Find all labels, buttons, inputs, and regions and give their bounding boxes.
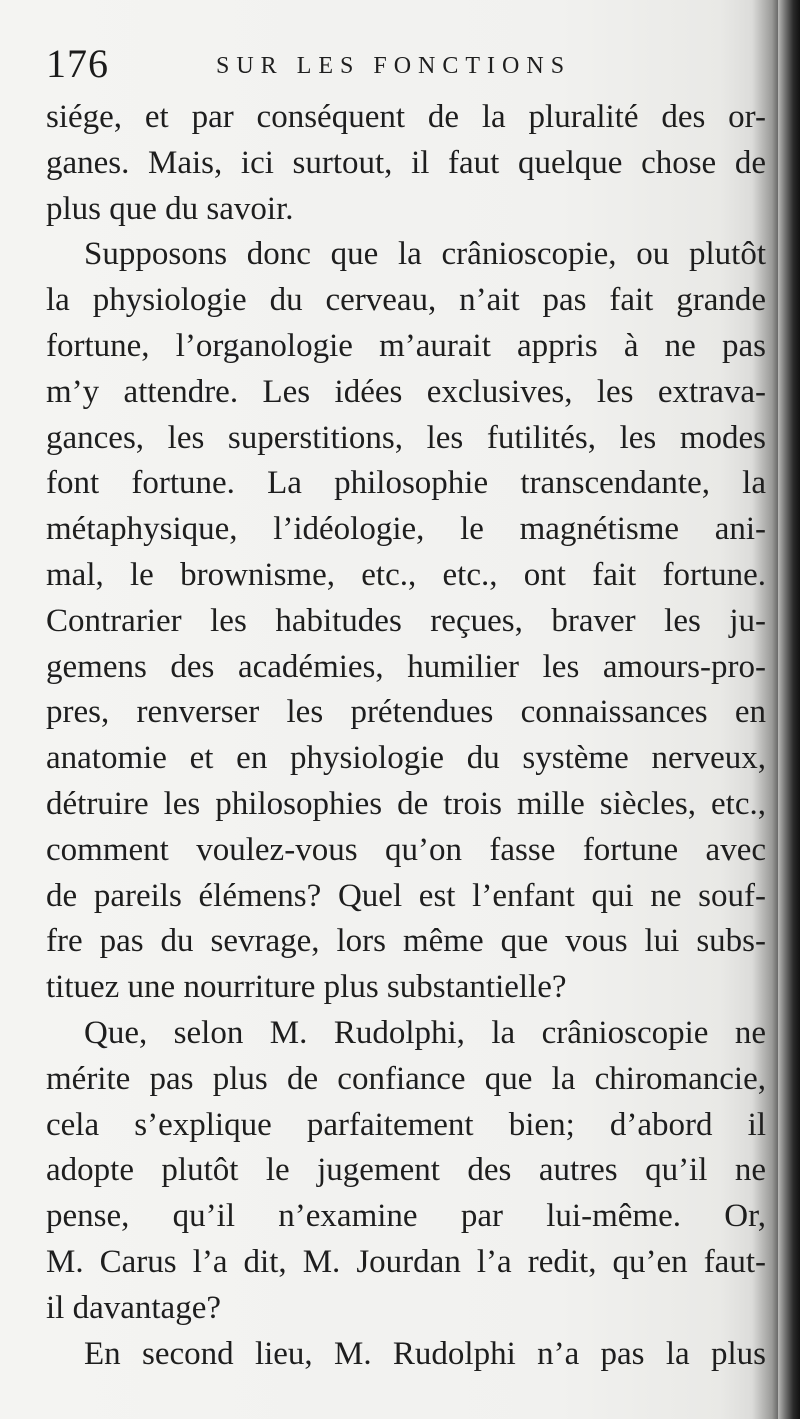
- text-line: siége, et par conséquent de la pluralité des or-: [46, 99, 766, 135]
- text-line: la physiologie du cerveau, n’ait pas fait grande: [46, 282, 766, 319]
- text-line: plus que du savoir.: [46, 190, 294, 227]
- text-line: comment voulez-vous qu’on fasse fortune avec: [46, 831, 766, 868]
- text-line: pense, qu’il n’examine par lui-même. Or,: [46, 1198, 766, 1235]
- text-line: pres, renverser les prétendues connaissances en: [46, 694, 766, 731]
- page-binding-edge: [778, 0, 800, 1419]
- text-line: anatomie et en physiologie du système nerveux,: [46, 740, 766, 777]
- text-line: métaphysique, l’idéologie, le magnétisme ani-: [46, 511, 766, 548]
- text-line: mérite pas plus de confiance que la chiromancie,: [46, 1060, 766, 1097]
- page-number: 176: [46, 41, 109, 86]
- text-line: fre pas du sevrage, lors même que vous lui subs-: [46, 923, 766, 960]
- text-line: font fortune. La philosophie transcendante, la: [46, 465, 766, 502]
- text-line: Contrarier les habitudes reçues, braver les ju-: [46, 602, 766, 639]
- text-line: adopte plutôt le jugement des autres qu’il ne: [46, 1152, 766, 1189]
- text-line: gemens des académies, humilier les amours-pro-: [46, 648, 766, 685]
- page-header: [46, 40, 766, 90]
- text-line: M. Carus l’a dit, M. Jourdan l’a redit, qu’en faut-: [46, 1243, 766, 1280]
- running-head: SUR LES FONCTIONS: [216, 53, 572, 79]
- text-line: détruire les philosophies de trois mille siècles, etc.,: [46, 785, 766, 822]
- text-line: En second lieu, M. Rudolphi n’a pas la plus: [84, 1335, 766, 1372]
- text-line: Supposons donc que la crânioscopie, ou plutôt: [84, 236, 766, 273]
- text-line: m’y attendre. Les idées exclusives, les extrava-: [46, 373, 766, 410]
- text-line: Que, selon M. Rudolphi, la crânioscopie ne: [84, 1014, 766, 1051]
- text-line: tituez une nourriture plus substantielle?: [46, 969, 567, 1006]
- text-line: mal, le brownisme, etc., etc., ont fait fortune.: [46, 556, 766, 593]
- body-text: [46, 95, 766, 1377]
- text-line: cela s’explique parfaitement bien; d’abord il: [46, 1106, 766, 1143]
- text-line: il davantage?: [46, 1289, 221, 1326]
- text-line: gances, les superstitions, les futilités, les modes: [46, 419, 766, 456]
- text-line: fortune, l’organologie m’aurait appris à ne pas: [46, 327, 766, 364]
- text-line: de pareils élémens? Quel est l’enfant qui ne souf-: [46, 877, 766, 914]
- text-line: ganes. Mais, ici surtout, il faut quelque chose de: [46, 144, 766, 181]
